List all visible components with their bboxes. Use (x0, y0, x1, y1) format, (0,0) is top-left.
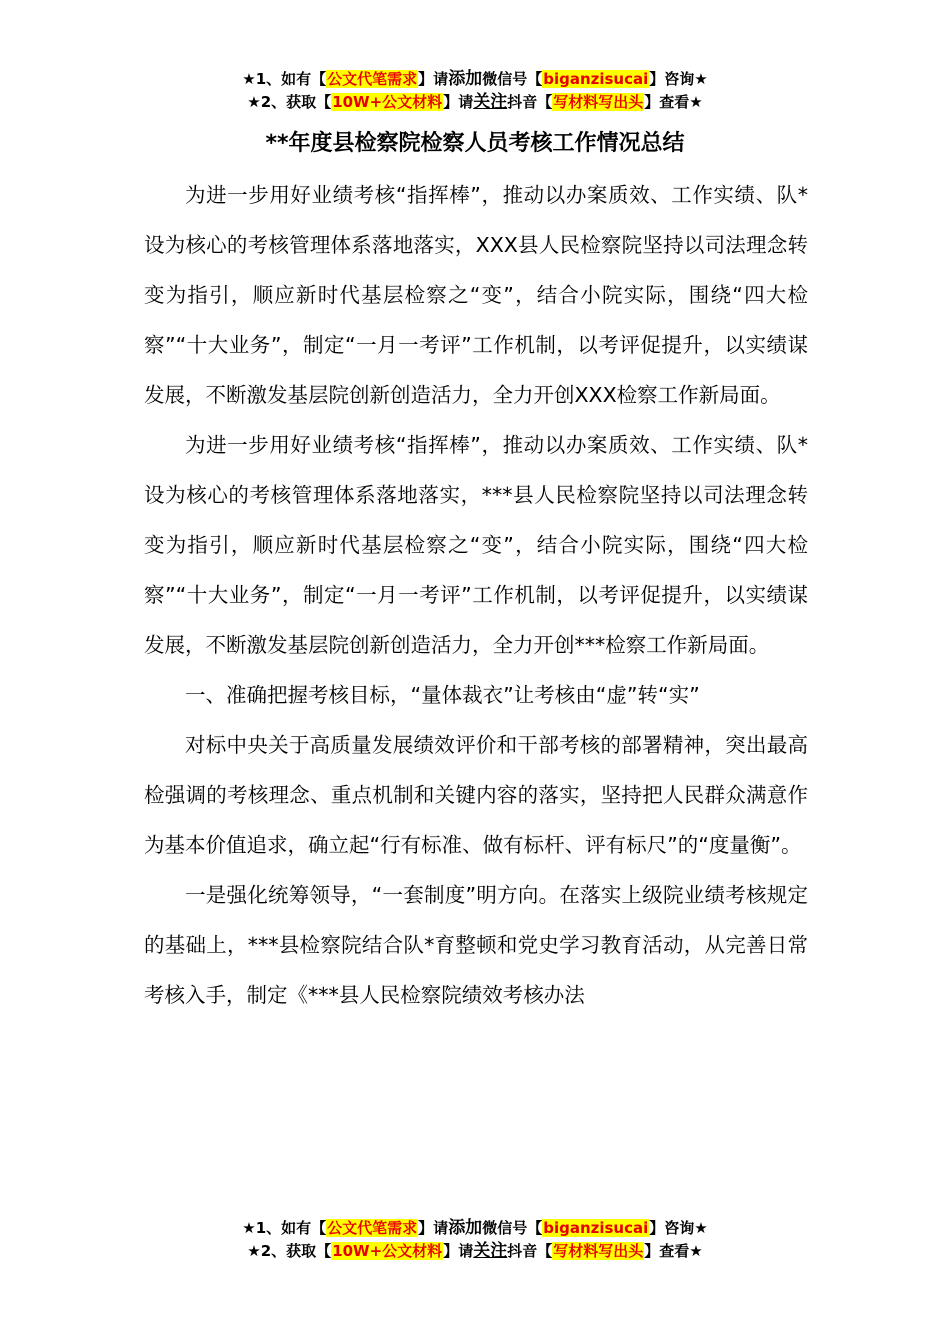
promo-text: 】请 (443, 1242, 474, 1260)
promo-emphasis: 添加 (448, 69, 483, 89)
paragraph: 为进一步用好业绩考核“指挥棒”，推动以办案质效、工作实绩、队*设为核心的考核管理体系落地落实，***县人民检察院坚持以司法理念转变为指引，顺应新时代基层检察之“变”，结合小院实际，围绕“四大检察”“十大业务”，制定“一月一考评”工作机制，以考评促提升，以实绩谋发展，不断激发基层院创新创造活力，全力开创***检察工作新局面。 (144, 433, 808, 657)
promo-text: 】咨询★ (649, 70, 708, 88)
promo-emphasis: 添加 (448, 1218, 483, 1238)
promo-text: 微信号【 (482, 1219, 543, 1237)
paragraph: 一是强化统筹领导，“一套制度”明方向。在落实上级院业绩考核规定的基础上，***县检察院结合队*育整顿和党史学习教育活动，从完善日常考核入手，制定《***县人民检察院绩效考核办法 (144, 883, 808, 1007)
promo-line-2 (0, 91, 950, 114)
promo-highlight: 公文代笔需求 (327, 1219, 418, 1237)
promo-highlight: biganzisucai (543, 1219, 649, 1237)
promo-banner-top (0, 68, 950, 114)
promo-highlight: biganzisucai (543, 70, 649, 88)
promo-highlight: 写材料写出头 (553, 1242, 644, 1260)
section-heading: 一、准确把握考核目标，“量体裁衣”让考核由“虚”转“实” (185, 683, 700, 707)
promo-text: 】查看★ (644, 93, 703, 111)
promo-line-2 (0, 1240, 950, 1263)
promo-highlight: 10W+公文材料 (332, 93, 443, 111)
promo-emphasis: 关注 (473, 1241, 508, 1261)
promo-highlight: 公文代笔需求 (327, 70, 418, 88)
promo-text: 】请 (418, 1219, 449, 1237)
document-body (144, 170, 808, 1020)
promo-text: 】请 (418, 70, 449, 88)
promo-text: 抖音【 (507, 1242, 553, 1260)
promo-text: 抖音【 (507, 93, 553, 111)
promo-text: ★2、获取【 (247, 1242, 332, 1260)
promo-text: 】查看★ (644, 1242, 703, 1260)
promo-line-1 (0, 1217, 950, 1240)
promo-line-1 (0, 68, 950, 91)
promo-banner-bottom (0, 1217, 950, 1263)
promo-text: ★1、如有【 (242, 1219, 327, 1237)
promo-text: 微信号【 (482, 70, 543, 88)
promo-text: ★2、获取【 (247, 93, 332, 111)
paragraph: 对标中央关于高质量发展绩效评价和干部考核的部署精神，突出最高检强调的考核理念、重点机制和关键内容的落实，坚持把人民群众满意作为基本价值追求，确立起“行有标准、做有标杆、评有标尺”的“度量衡”。 (144, 733, 808, 857)
promo-text: 】请 (443, 93, 474, 111)
promo-emphasis: 关注 (473, 92, 508, 112)
promo-highlight: 10W+公文材料 (332, 1242, 443, 1260)
document-title: **年度县检察院检察人员考核工作情况总结 (265, 131, 685, 156)
paragraph: 为进一步用好业绩考核“指挥棒”，推动以办案质效、工作实绩、队*设为核心的考核管理体系落地落实，XXX县人民检察院坚持以司法理念转变为指引，顺应新时代基层检察之“变”，结合小院实际，围绕“四大检察”“十大业务”，制定“一月一考评”工作机制，以考评促提升，以实绩谋发展，不断激发基层院创新创造活力，全力开创XXX检察工作新局面。 (144, 183, 808, 407)
promo-text: 】咨询★ (649, 1219, 708, 1237)
promo-highlight: 写材料写出头 (553, 93, 644, 111)
promo-text: ★1、如有【 (242, 70, 327, 88)
